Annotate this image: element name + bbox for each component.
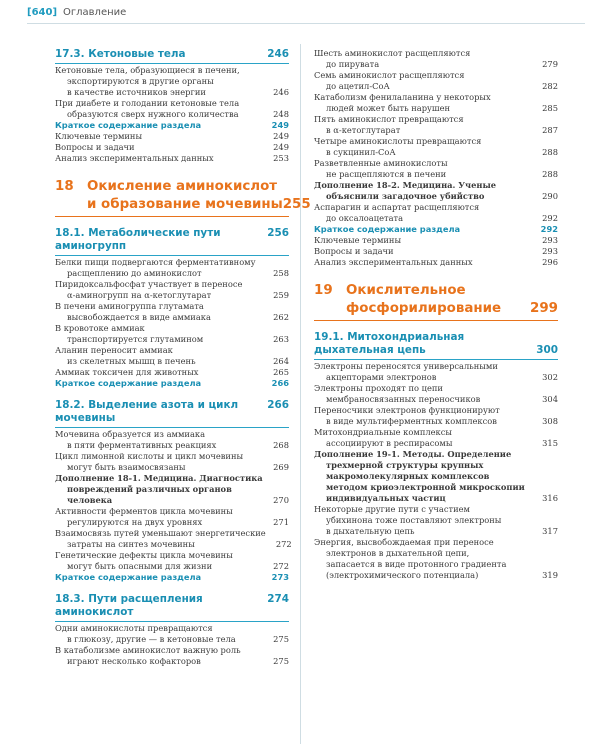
toc-entry-page: 288: [542, 169, 558, 179]
toc-entry-line: Четыре аминокислоты превращаются: [314, 136, 482, 146]
toc-entry-page: 275: [273, 634, 289, 644]
chapter-title-line1: Окисление аминокислот: [87, 179, 278, 194]
toc-entry-line: Краткое содержание раздела: [55, 378, 202, 388]
toc-entry-text: [314, 48, 532, 70]
toc-entry[interactable]: [55, 645, 289, 667]
toc-entry-page: 265: [273, 367, 289, 377]
toc-entry-line: могут быть взаимосвязаны: [67, 462, 186, 472]
toc-summary-entry[interactable]: [55, 120, 289, 131]
toc-entry-page: 290: [542, 191, 558, 201]
toc-entry[interactable]: [314, 257, 558, 268]
toc-entry-line: до оксалоацетата: [326, 213, 404, 223]
toc-entry[interactable]: [55, 98, 289, 120]
chapter-divider: [314, 320, 558, 321]
toc-entry-line: транспортируется глутамином: [67, 334, 204, 344]
toc-entry[interactable]: [55, 301, 289, 323]
toc-entry-text: [55, 279, 263, 301]
chapter-page: 299: [530, 301, 558, 316]
toc-entry-page: 269: [273, 462, 289, 472]
section-divider: [314, 359, 558, 360]
page-number: [640]: [27, 7, 58, 18]
toc-entry-text: [314, 504, 532, 537]
toc-entry-line: Краткое содержание раздела: [314, 224, 461, 234]
toc-entry-line: При диабете и голодании кетоновые тела: [55, 98, 240, 108]
chapter-title-line2: фосфорилирование: [346, 301, 502, 316]
section-title: 17.3. Кетоновые тела: [55, 48, 186, 60]
toc-entry-page: 293: [542, 246, 558, 256]
toc-entry[interactable]: [55, 142, 289, 153]
entries-18-1: [55, 257, 289, 389]
section-divider: [55, 427, 289, 428]
toc-entry-line: Ключевые термины: [55, 131, 143, 141]
toc-entry-line: запасается в виде протонного градиента: [326, 559, 507, 569]
toc-entry-page: 246: [273, 87, 289, 97]
toc-entry-line: В катаболизме аминокислот важную роль: [55, 645, 241, 655]
toc-entry-line: В печени аминогруппа глутамата: [55, 301, 204, 311]
toc-entry-line: Вопросы и задачи: [55, 142, 135, 152]
toc-entry-text: [314, 92, 532, 114]
toc-entry[interactable]: [55, 153, 289, 164]
toc-entry-line: Генетические дефекты цикла мочевины: [55, 550, 233, 560]
toc-entry-line: не расщепляются в печени: [326, 169, 447, 179]
toc-entry[interactable]: [314, 48, 558, 70]
toc-entry-text: [55, 429, 263, 451]
column-divider: [300, 44, 301, 744]
toc-entry-line: индивидуальных частиц: [326, 493, 446, 503]
chapter-number: 18: [55, 179, 74, 194]
chapter-title-line2: и образование мочевины: [87, 197, 283, 212]
toc-entry-text: [314, 158, 532, 180]
toc-entry-page: 316: [542, 493, 558, 503]
toc-entry-page: 266: [271, 378, 289, 388]
toc-entry-line: экспортируются в другие органы: [67, 76, 214, 86]
toc-entry[interactable]: [55, 257, 289, 279]
toc-entry-page: 272: [273, 561, 289, 571]
toc-entry-page: 272: [275, 539, 292, 549]
toc-entry-line: человека: [67, 495, 113, 505]
toc-entry[interactable]: [314, 504, 558, 537]
toc-entry-page: 292: [542, 213, 558, 223]
toc-entry-text: [55, 451, 263, 473]
toc-entry-line: Некоторые другие пути с участием: [314, 504, 470, 514]
toc-entry-text: [55, 345, 263, 367]
toc-entry-line: затраты на синтез мочевины: [67, 539, 195, 549]
toc-entry-line: Краткое содержание раздела: [55, 572, 202, 582]
toc-entry-line: в α-кетоглутарат: [326, 125, 401, 135]
page-header: [27, 7, 126, 23]
toc-entry[interactable]: [314, 427, 558, 449]
toc-entry-line: α-аминогрупп на α-кетоглутарат: [67, 290, 212, 300]
toc-entry-line: Аспарагин и аспартат расщепляются: [314, 202, 480, 212]
left-column: [55, 48, 311, 667]
toc-entry-line: в качестве источников энергии: [67, 87, 206, 97]
toc-entry[interactable]: [55, 528, 292, 550]
toc-box-entry[interactable]: [314, 449, 558, 504]
toc-entry[interactable]: [55, 345, 289, 367]
toc-entry-line: Дополнение 19-1. Методы. Определение: [314, 449, 512, 459]
section-divider: [55, 63, 289, 64]
toc-entry-text: [55, 473, 263, 506]
toc-entry-line: электронов в дыхательной цепи,: [326, 548, 470, 558]
toc-entry-line: Разветвленные аминокислоты: [314, 158, 448, 168]
toc-entry-line: Переносчики электронов функционируют: [314, 405, 500, 415]
toc-entry-page: 248: [273, 109, 289, 119]
toc-entry-text: [55, 65, 263, 98]
toc-summary-entry[interactable]: [55, 572, 289, 583]
toc-entry-text: [55, 506, 263, 528]
toc-entry-text: [55, 323, 263, 345]
header-title: Оглавление: [63, 7, 127, 18]
toc-entry-line: в виде мультиферментных комплексов: [326, 416, 497, 426]
toc-entry-line: Дополнение 18-1. Медицина. Диагностика: [55, 473, 263, 483]
toc-entry-line: объяснили загадочное убийство: [326, 191, 485, 201]
toc-entry-text: [55, 301, 263, 323]
toc-entry-text: [314, 235, 532, 246]
section-divider: [55, 621, 289, 622]
toc-entry[interactable]: [55, 506, 289, 528]
toc-entry-line: Пиридоксальфосфат участвует в переносе: [55, 279, 243, 289]
toc-entry-line: (электрохимического потенциала): [326, 570, 479, 580]
toc-entry-text: [55, 131, 263, 142]
toc-entry[interactable]: [314, 246, 558, 257]
toc-entry-page: 270: [273, 495, 289, 505]
toc-entry-line: убихинона тоже поставляют электроны: [326, 515, 502, 525]
toc-entry-line: В кровотоке аммиак: [55, 323, 145, 333]
toc-entry-text: [314, 70, 532, 92]
section-heading-18-3[interactable]: [55, 593, 289, 619]
toc-entry-page: 264: [273, 356, 289, 366]
toc-entry-line: Белки пищи подвергаются ферментативному: [55, 257, 256, 267]
toc-entry-line: в сукцинил-СоА: [326, 147, 396, 157]
toc-entry-line: Электроны переносятся универсальными: [314, 361, 498, 371]
toc-entry[interactable]: [55, 323, 289, 345]
toc-entry-line: Аланин переносит аммиак: [55, 345, 173, 355]
section-divider: [55, 255, 289, 256]
toc-entry-text: [55, 572, 263, 583]
section-title: 18.2. Выделение азота и цикл мочевины: [55, 399, 239, 424]
toc-entry-line: трехмерной структуры крупных: [326, 460, 484, 470]
toc-entry[interactable]: [314, 70, 558, 92]
toc-entry[interactable]: [314, 383, 558, 405]
toc-entry-page: 249: [273, 142, 289, 152]
toc-entry-page: 308: [542, 416, 558, 426]
section-heading-17-3[interactable]: [55, 48, 289, 61]
toc-entry-page: 268: [273, 440, 289, 450]
toc-entry-line: Катаболизм фенилаланина у некоторых: [314, 92, 491, 102]
toc-entry-line: расщеплению до аминокислот: [67, 268, 202, 278]
entries-19-1: [314, 361, 558, 581]
toc-entry-line: методом криоэлектронной микроскопии: [326, 482, 525, 492]
toc-entry-line: до ацетил-СоА: [326, 81, 390, 91]
entries-18-3-continued: [314, 48, 558, 268]
chapter-number: 19: [314, 283, 333, 298]
toc-entry-line: мембраносвязанных переносчиков: [326, 394, 481, 404]
toc-entry[interactable]: [55, 550, 289, 572]
toc-entry-page: 275: [273, 656, 289, 666]
entries-18-2: [55, 429, 292, 583]
toc-entry-text: [55, 98, 263, 120]
toc-entry-page: 249: [271, 120, 289, 130]
toc-entry-line: Анализ экспериментальных данных: [314, 257, 473, 267]
entries-17-3: [55, 65, 289, 164]
toc-entry-line: в глюкозу, другие — в кетоновые тела: [67, 634, 236, 644]
section-page: 266: [267, 399, 289, 411]
toc-entry-page: 302: [542, 372, 558, 382]
section-title-line2: дыхательная цепь: [314, 344, 426, 356]
toc-entry-line: людей может быть нарушен: [326, 103, 451, 113]
toc-entry-page: 292: [540, 224, 558, 234]
toc-entry-page: 296: [542, 257, 558, 267]
toc-entry[interactable]: [55, 367, 289, 378]
toc-entry-page: 249: [273, 131, 289, 141]
toc-entry-page: 262: [273, 312, 289, 322]
toc-entry-page: 317: [542, 526, 558, 536]
toc-entry-line: Цикл лимонной кислоты и цикл мочевины: [55, 451, 244, 461]
toc-entry-line: Кетоновые тела, образующиеся в печени,: [55, 65, 240, 75]
toc-entry[interactable]: [55, 451, 289, 473]
toc-box-entry[interactable]: [314, 180, 558, 202]
toc-entry-text: [314, 383, 532, 405]
toc-entry-page: 258: [273, 268, 289, 278]
toc-entry[interactable]: [314, 537, 558, 581]
section-title: 18.1. Метаболические пути аминогрупп: [55, 227, 221, 252]
toc-entry-line: Активности ферментов цикла мочевины: [55, 506, 233, 516]
toc-entry[interactable]: [55, 623, 289, 645]
toc-entry-page: 319: [542, 570, 558, 580]
toc-entry-line: Вопросы и задачи: [314, 246, 394, 256]
toc-entry-text: [314, 427, 532, 449]
toc-entry-text: [55, 120, 263, 131]
toc-entry-line: макромолекулярных комплексов: [326, 471, 490, 481]
toc-entry-line: Анализ экспериментальных данных: [55, 153, 214, 163]
section-page: 256: [267, 227, 289, 239]
toc-entry-page: 288: [542, 147, 558, 157]
toc-summary-entry[interactable]: [314, 224, 558, 235]
section-heading-19-1[interactable]: [314, 331, 558, 357]
toc-entry-page: 271: [273, 517, 289, 527]
toc-entry-text: [55, 153, 263, 164]
chapter-heading-18[interactable]: [55, 178, 311, 214]
chapter-title-line1: Окислительное: [346, 283, 466, 298]
toc-entry-line: из скелетных мышц в печень: [67, 356, 196, 366]
toc-entry[interactable]: [314, 92, 558, 114]
toc-entry[interactable]: [55, 279, 289, 301]
section-title-line1: 19.1. Митохондриальная: [314, 331, 465, 343]
toc-entry-line: высвобождается в виде аммиака: [67, 312, 211, 322]
toc-entry-text: [314, 136, 532, 158]
toc-summary-entry[interactable]: [55, 378, 289, 389]
toc-entry-text: [314, 449, 532, 504]
toc-entry-line: Одни аминокислоты превращаются: [55, 623, 213, 633]
toc-entry-text: [314, 361, 532, 383]
toc-entry-text: [314, 180, 532, 202]
toc-entry-text: [314, 224, 532, 235]
toc-entry-text: [55, 623, 263, 645]
toc-entry-page: 273: [271, 572, 289, 582]
toc-entry[interactable]: [314, 136, 558, 158]
toc-entry-page: 259: [273, 290, 289, 300]
toc-entry-text: [55, 645, 263, 667]
toc-entry[interactable]: [314, 235, 558, 246]
section-page: 274: [267, 593, 289, 605]
toc-entry-text: [55, 367, 263, 378]
toc-entry-line: регулируются на двух уровнях: [67, 517, 203, 527]
toc-entry[interactable]: [55, 131, 289, 142]
toc-entry-page: 253: [273, 153, 289, 163]
toc-entry-text: [314, 114, 532, 136]
toc-entry-line: Семь аминокислот расщепляются: [314, 70, 465, 80]
toc-entry-line: Митохондриальные комплексы: [314, 427, 452, 437]
chapter-heading-19[interactable]: [314, 282, 558, 318]
section-title: 18.3. Пути расщепления аминокислот: [55, 593, 203, 618]
toc-entry-text: [314, 257, 532, 268]
toc-entry-line: ассоциируют в респирасомы: [326, 438, 453, 448]
section-page: 300: [536, 344, 558, 356]
toc-entry-line: играют несколько кофакторов: [67, 656, 201, 666]
chapter-page: 255: [282, 197, 311, 212]
toc-entry-line: Электроны проходят по цепи: [314, 383, 443, 393]
toc-entry[interactable]: [314, 361, 558, 383]
right-column: [314, 48, 558, 581]
toc-box-entry[interactable]: [55, 473, 289, 506]
toc-entry-text: [314, 246, 532, 257]
toc-entry-line: могут быть опасными для жизни: [67, 561, 213, 571]
toc-entry-line: акцепторами электронов: [326, 372, 437, 382]
header-divider: [27, 23, 585, 24]
toc-entry-page: 263: [273, 334, 289, 344]
section-heading-18-2[interactable]: [55, 399, 289, 425]
toc-entry-line: Пять аминокислот превращаются: [314, 114, 464, 124]
toc-entry[interactable]: [314, 202, 558, 224]
toc-entry-line: в дыхательную цепь: [326, 526, 415, 536]
toc-entry[interactable]: [314, 158, 558, 180]
toc-entry-text: [55, 142, 263, 153]
toc-entry-line: Краткое содержание раздела: [55, 120, 202, 130]
toc-entry-line: Ключевые термины: [314, 235, 402, 245]
toc-entry[interactable]: [314, 114, 558, 136]
toc-entry-line: повреждений различных органов: [67, 484, 232, 494]
toc-entry[interactable]: [314, 405, 558, 427]
toc-entry-page: 285: [542, 103, 558, 113]
toc-entry-page: 279: [542, 59, 558, 69]
toc-entry[interactable]: [55, 65, 289, 98]
toc-entry-text: [55, 550, 263, 572]
toc-entry-text: [55, 257, 263, 279]
section-page: 246: [267, 48, 289, 60]
toc-entry-line: Взаимосвязь путей уменьшают энергетические: [55, 528, 266, 538]
chapter-divider: [55, 216, 289, 217]
toc-entry-text: [55, 378, 263, 389]
toc-entry-page: 287: [542, 125, 558, 135]
toc-entry-line: образуются сверх нужного количества: [67, 109, 239, 119]
toc-entry-line: Аммиак токсичен для животных: [55, 367, 199, 377]
toc-entry-line: Мочевина образуется из аммиака: [55, 429, 206, 439]
toc-entry-line: Шесть аминокислот расщепляются: [314, 48, 471, 58]
toc-entry-text: [314, 537, 532, 581]
toc-entry-page: 315: [542, 438, 558, 448]
toc-entry-text: [314, 405, 532, 427]
toc-entry-line: Дополнение 18-2. Медицина. Ученые: [314, 180, 497, 190]
entries-18-3: [55, 623, 289, 667]
toc-entry[interactable]: [55, 429, 289, 451]
toc-entry-page: 293: [542, 235, 558, 245]
toc-entry-line: Энергия, высвобождаемая при переносе: [314, 537, 494, 547]
toc-entry-text: [314, 202, 532, 224]
toc-entry-line: в пяти ферментативных реакциях: [67, 440, 217, 450]
toc-entry-page: 304: [542, 394, 558, 404]
toc-entry-line: до пирувата: [326, 59, 380, 69]
toc-entry-page: 282: [542, 81, 558, 91]
toc-entry-text: [55, 528, 266, 550]
section-heading-18-1[interactable]: [55, 227, 289, 253]
